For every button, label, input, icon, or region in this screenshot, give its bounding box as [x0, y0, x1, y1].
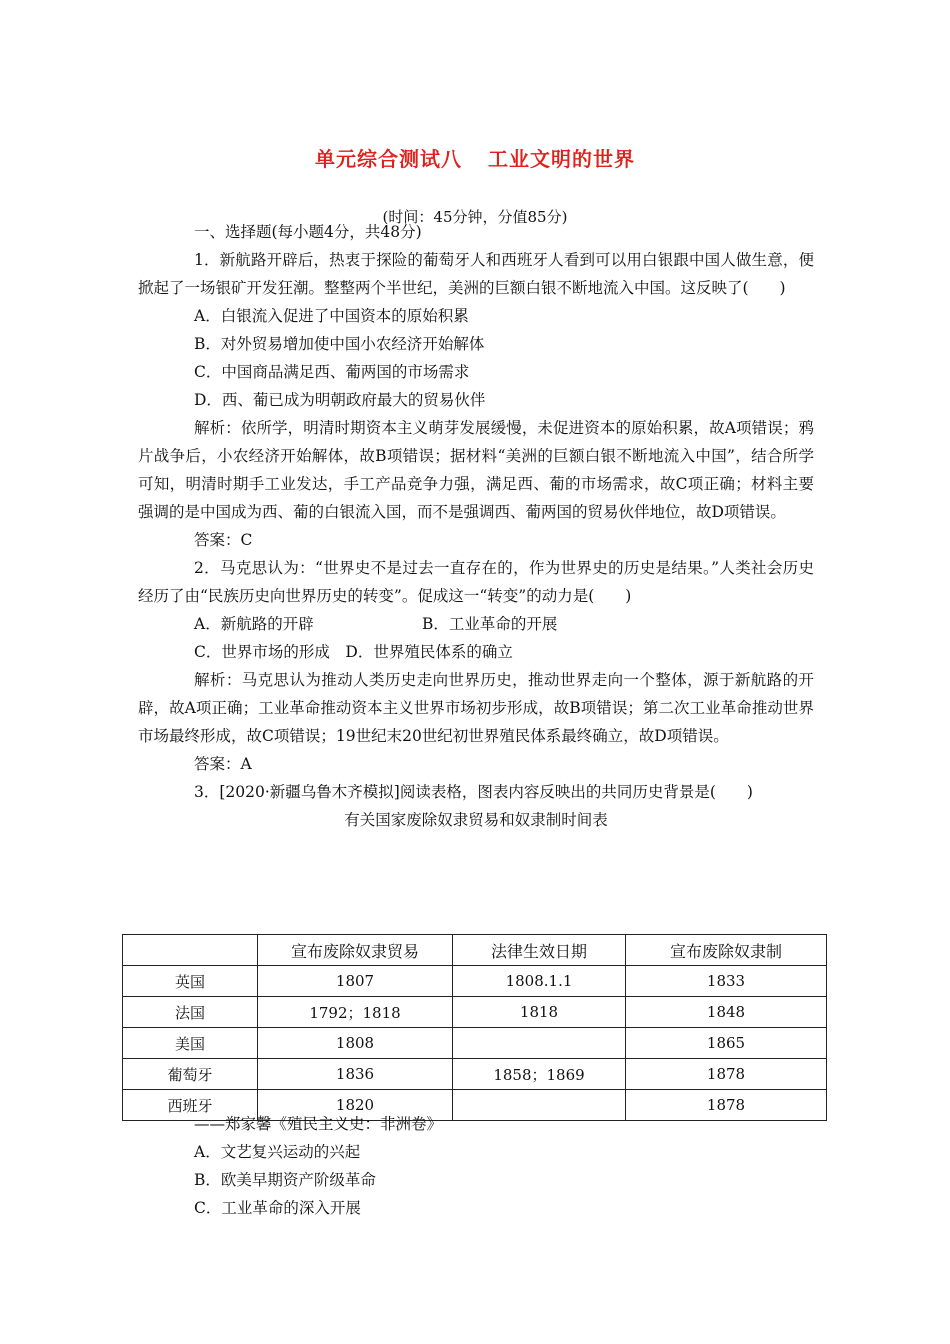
table-row: [123, 1028, 827, 1059]
q1-option-b: B．对外贸易增加使中国小农经济开始解体: [194, 335, 485, 353]
table-cell: 1836: [258, 1059, 453, 1090]
table-header-row: [123, 935, 827, 966]
table-cell: 1808.1.1: [453, 966, 626, 997]
table-caption: 有关国家废除奴隶贸易和奴隶制时间表: [344, 811, 608, 829]
q2-option-c: C．世界市场的形成: [194, 643, 330, 661]
table-source: ——郑家馨《殖民主义史：非洲卷》: [194, 1115, 443, 1133]
q1-option-d: D．西、葡已成为明朝政府最大的贸易伙伴: [194, 391, 486, 409]
page-title: [0, 143, 950, 172]
title-right: 工业文明的世界: [488, 147, 635, 171]
q2-options-row-2: [138, 638, 814, 666]
table-cell: 葡萄牙: [123, 1059, 258, 1090]
table-cell: 1820: [258, 1090, 453, 1121]
table-cell: 西班牙: [123, 1090, 258, 1121]
table-cell: 1818: [453, 997, 626, 1028]
table-header-cell: [123, 935, 258, 966]
q1-option-a: A．白银流入促进了中国资本的原始积累: [194, 307, 469, 325]
q3-option-b: B．欧美早期资产阶级革命: [194, 1171, 376, 1189]
table-cell: 1848: [626, 997, 827, 1028]
exam-meta: (时间：45分钟，分值85分): [382, 208, 568, 226]
table-cell: 1833: [626, 966, 827, 997]
title-left: 单元综合测试八: [315, 147, 462, 171]
table-row: [123, 997, 827, 1028]
table-cell: 1878: [626, 1090, 827, 1121]
table-cell: 美国: [123, 1028, 258, 1059]
table-cell: [453, 1028, 626, 1059]
q3-option-c: C．工业革命的深入开展: [194, 1199, 361, 1217]
table-cell: 1858；1869: [453, 1059, 626, 1090]
table-cell: 1865: [626, 1028, 827, 1059]
abolition-table: [122, 934, 827, 1121]
q3-option-a: A．文艺复兴运动的兴起: [194, 1143, 361, 1161]
table-cell: 1878: [626, 1059, 827, 1090]
q2-options-row-1: [138, 610, 814, 638]
table-header-cell: 法律生效日期: [453, 935, 626, 966]
section-heading: 一、选择题(每小题4分，共48分): [194, 223, 422, 241]
q1-option-c: C．中国商品满足西、葡两国的市场需求: [194, 363, 470, 381]
q3-stem: 3．[2020·新疆乌鲁木齐模拟]阅读表格，图表内容反映出的共同历史背景是( ): [194, 783, 753, 801]
q1-answer: 答案：C: [194, 531, 253, 549]
table-header-cell: 宣布废除奴隶贸易: [258, 935, 453, 966]
table-row: [123, 966, 827, 997]
q3-after-table: [138, 1110, 814, 1222]
table-cell: 1807: [258, 966, 453, 997]
table-cell: 1808: [258, 1028, 453, 1059]
table-row: [123, 1059, 827, 1090]
q2-answer: 答案：A: [194, 755, 252, 773]
table-cell: 英国: [123, 966, 258, 997]
q1-stem: 1．新航路开辟后，热衷于探险的葡萄牙人和西班牙人看到可以用白银跟中国人做生意，便掀起了一场银矿开发狂潮。整整两个半世纪，美洲的巨额白银不断地流入中国。这反映了( ): [138, 251, 814, 297]
question-body: [138, 218, 814, 834]
q2-option-a: A．新航路的开辟: [194, 615, 314, 633]
table-cell: 法国: [123, 997, 258, 1028]
q2-option-b: B．工业革命的开展: [422, 615, 558, 633]
q1-analysis: 解析：依所学，明清时期资本主义萌芽发展缓慢，未促进资本的原始积累，故A项错误；鸦片战争后，小农经济开始解体，故B项错误；据材料“美洲的巨额白银不断地流入中国”，结合所学可知，明清时期手工业发达，手工产品竞争力强，满足西、葡的市场需求，故C项正确；材料主要强调的是中国成为西、葡的白银流入国，而不是强调西、葡两国的贸易伙伴地位，故D项错误。: [138, 419, 814, 521]
table-header-cell: 宣布废除奴隶制: [626, 935, 827, 966]
q2-option-d: D．世界殖民体系的确立: [345, 643, 513, 661]
table-cell: 1792；1818: [258, 997, 453, 1028]
q2-analysis: 解析：马克思认为推动人类历史走向世界历史，推动世界走向一个整体，源于新航路的开辟，故A项正确；工业革命推动资本主义世界市场初步形成，故B项错误；第二次工业革命推动世界市场最终形成，故C项错误；19世纪末20世纪初世界殖民体系最终确立，故D项错误。: [138, 671, 814, 745]
q2-stem: 2．马克思认为：“世界史不是过去一直存在的，作为世界史的历史是结果。”人类社会历史经历了由“民族历史向世界历史的转变”。促成这一“转变”的动力是( ): [138, 559, 814, 605]
